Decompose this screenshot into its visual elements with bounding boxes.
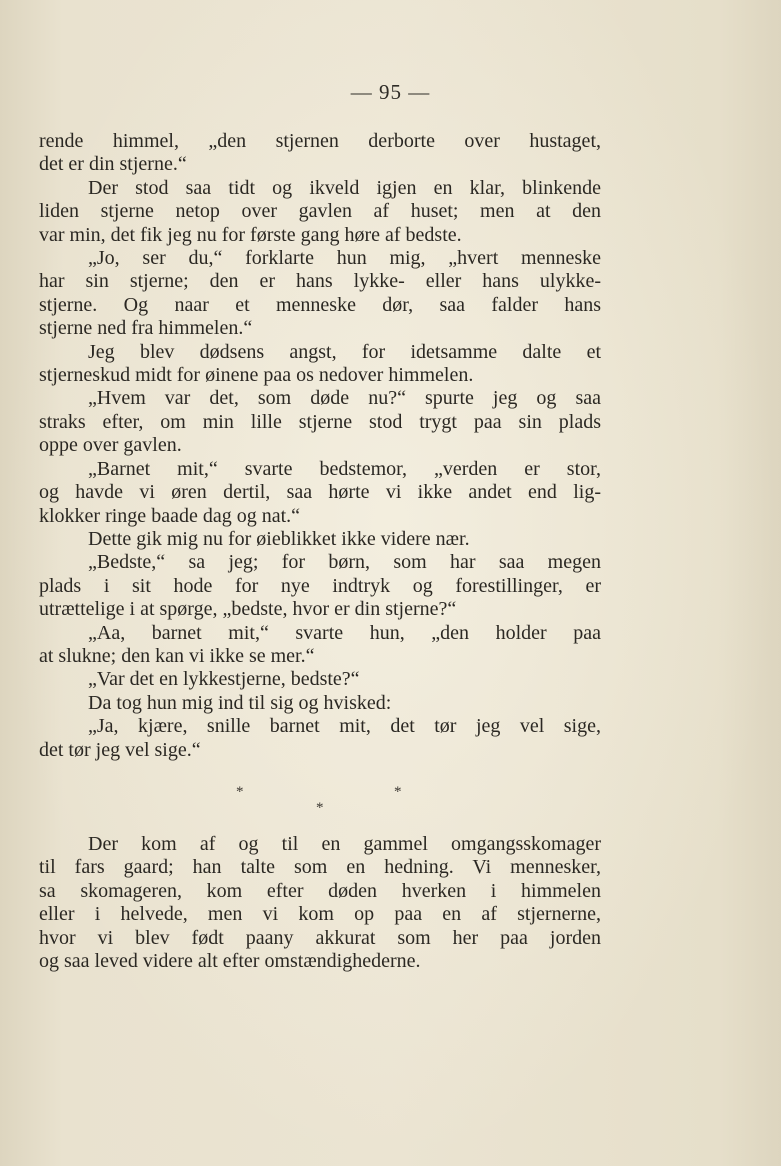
text-line: det er din stjerne.“ bbox=[39, 153, 187, 176]
page-number: — 95 — bbox=[350, 80, 431, 104]
text-line: stjerne. Og naar et menneske dør, saa falder hans bbox=[39, 293, 601, 316]
text-line: „Aa, barnet mit,“ svarte hun, „den holder paa bbox=[88, 621, 601, 644]
section-break-asterisk: * bbox=[316, 800, 324, 816]
text-line: „Bedste,“ sa jeg; for børn, som har saa megen bbox=[88, 551, 601, 574]
text-line: „Ja, kjære, snille barnet mit, det tør jeg vel sige, bbox=[88, 715, 601, 738]
text-line: og havde vi øren dertil, saa hørte vi ikke andet end lig- bbox=[39, 481, 601, 504]
text-line: at slukne; den kan vi ikke se mer.“ bbox=[39, 644, 315, 667]
text-line: Dette gik mig nu for øieblikket ikke videre nær. bbox=[88, 527, 470, 550]
text-line: har sin stjerne; den er hans lykke- eller hans ulykke- bbox=[39, 270, 601, 293]
text-line: Der stod saa tidt og ikveld igjen en klar, blinkende bbox=[88, 176, 601, 199]
text-line: „Jo, ser du,“ forklarte hun mig, „hvert menneske bbox=[88, 247, 601, 270]
text-line: det tør jeg vel sige.“ bbox=[39, 738, 201, 761]
text-line: straks efter, om min lille stjerne stod trygt paa sin plads bbox=[39, 410, 601, 433]
text-line: eller i helvede, men vi kom op paa en af stjernerne, bbox=[39, 903, 601, 926]
text-line: „Barnet mit,“ svarte bedstemor, „verden er stor, bbox=[88, 457, 601, 480]
section-break-asterisk: * bbox=[394, 784, 402, 800]
text-line: Da tog hun mig ind til sig og hvisked: bbox=[88, 691, 392, 714]
text-line: utrættelige i at spørge, „bedste, hvor er din stjerne?“ bbox=[39, 598, 457, 621]
text-line: hvor vi blev født paany akkurat som her paa jorden bbox=[39, 926, 601, 949]
text-line: rende himmel, „den stjernen derborte over hustaget, bbox=[39, 130, 601, 152]
section-break bbox=[0, 784, 781, 824]
text-line: Der kom af og til en gammel omgangsskomager bbox=[88, 833, 601, 855]
text-line: til fars gaard; han talte som en hedning. Vi mennesker, bbox=[39, 856, 601, 879]
text-line: og saa leved videre alt efter omstændighederne. bbox=[39, 950, 421, 973]
text-line: klokker ringe baade dag og nat.“ bbox=[39, 504, 301, 527]
text-section-one bbox=[39, 130, 601, 762]
text-line: oppe over gavlen. bbox=[39, 434, 182, 457]
text-line: stjerneskud midt for øinene paa os nedover himmelen. bbox=[39, 364, 474, 387]
text-section-two bbox=[39, 833, 601, 973]
text-line: plads i sit hode for nye indtryk og forestillinger, er bbox=[39, 574, 601, 597]
text-line: liden stjerne netop over gavlen af huset; men at den bbox=[39, 200, 601, 223]
text-line: stjerne ned fra himmelen.“ bbox=[39, 317, 253, 340]
section-break-asterisk: * bbox=[236, 784, 244, 800]
text-line: Jeg blev dødsens angst, for idetsamme dalte et bbox=[88, 340, 601, 363]
text-line: „Var det en lykkestjerne, bedste?“ bbox=[88, 668, 360, 691]
text-line: sa skomageren, kom efter døden hverken i himmelen bbox=[39, 879, 601, 902]
text-line: var min, det fik jeg nu for første gang høre af bedste. bbox=[39, 223, 462, 246]
text-line: „Hvem var det, som døde nu?“ spurte jeg og saa bbox=[88, 387, 601, 410]
